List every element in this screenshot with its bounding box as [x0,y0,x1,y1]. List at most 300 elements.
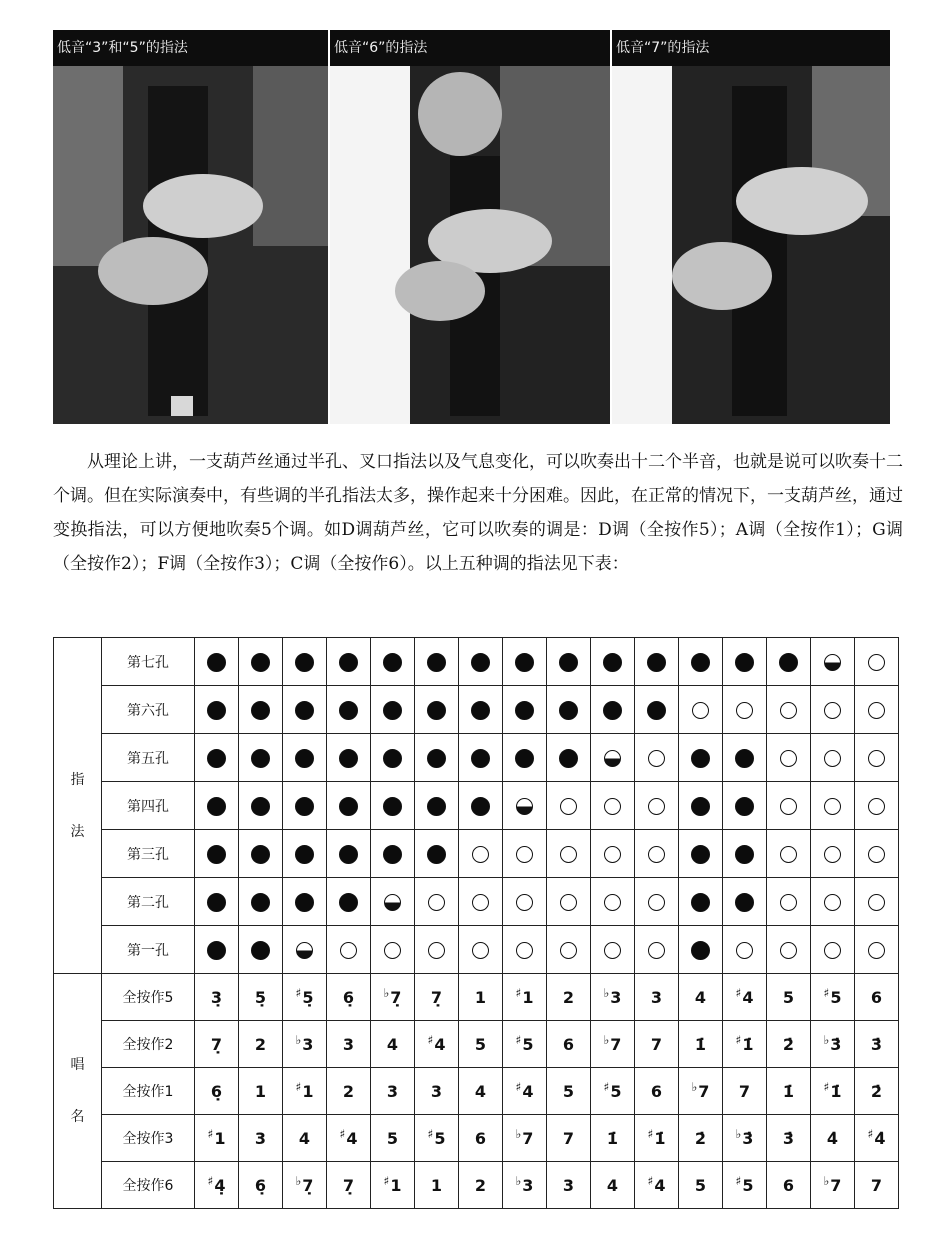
jianpu-note [695,1176,706,1195]
jianpu-note [783,1035,794,1054]
jianpu-note [691,1079,710,1101]
note-digit: 7 [738,1081,751,1101]
jianpu-note [383,985,402,1007]
note-digit: 6 [650,1081,663,1101]
fingering-chart-table [53,637,899,1209]
note-cell [679,1021,723,1068]
accidental: ♯ [647,1126,654,1141]
open-hole-icon [868,846,885,863]
note-cell [723,1162,767,1209]
note-cell [415,1115,459,1162]
hole-cell [195,926,239,974]
half-hole-icon [384,894,401,911]
jianpu-note [823,1032,842,1054]
note-digit: 1 [522,987,534,1007]
closed-hole-icon [471,749,490,768]
hole-cell [415,638,459,686]
note-cell [327,1162,371,1209]
closed-hole-icon [339,653,358,672]
closed-hole-icon [647,701,666,720]
solfege-row [54,1021,899,1068]
hole-cell [327,830,371,878]
solfege-row [54,974,899,1021]
note-cell [767,1021,811,1068]
open-hole-icon [516,942,533,959]
jianpu-note [871,1176,882,1195]
hole-label: 第二孔 [102,878,195,926]
jianpu-note [823,1173,842,1195]
fingering-row [54,830,899,878]
note-digit: 4 [606,1175,619,1195]
jianpu-note [431,1176,442,1195]
note-digit: 2̇ [870,1081,883,1101]
accidental: ♯ [867,1126,874,1141]
jianpu-note [339,1126,358,1148]
accidental: ♯ [427,1032,434,1047]
note-cell [855,1021,899,1068]
note-cell [591,1162,635,1209]
jianpu-note [871,988,882,1007]
note-cell [547,1068,591,1115]
note-digit: 7 [522,1128,534,1148]
hole-label: 第四孔 [102,782,195,830]
note-cell [635,1115,679,1162]
note-cell [415,974,459,1021]
hole-cell [591,782,635,830]
open-hole-icon [868,750,885,767]
closed-hole-icon [691,941,710,960]
open-hole-icon [604,894,621,911]
note-digit: 1 [474,987,487,1007]
open-hole-icon [384,942,401,959]
note-cell [327,974,371,1021]
closed-hole-icon [647,653,666,672]
hole-cell [591,830,635,878]
hole-cell [767,878,811,926]
accidental: ♯ [295,1079,302,1094]
hole-cell [723,878,767,926]
open-hole-icon [868,702,885,719]
note-digit: 6 [782,1175,795,1195]
hole-cell [811,830,855,878]
hole-cell [635,830,679,878]
fingering-group-label: 指 法 [54,638,102,974]
note-digit: 3 [562,1175,575,1195]
jianpu-note [563,1082,574,1101]
note-digit: 7̣ [302,1175,314,1195]
open-hole-icon [868,798,885,815]
note-digit: 7 [562,1128,575,1148]
note-cell [371,1162,415,1209]
closed-hole-icon [383,653,402,672]
hole-cell [591,734,635,782]
closed-hole-icon [515,749,534,768]
closed-hole-icon [251,893,270,912]
note-digit: 6 [870,987,883,1007]
hole-cell [811,686,855,734]
note-digit: 3 [650,987,663,1007]
hole-cell [723,782,767,830]
hole-cell [635,878,679,926]
photo-caption: 低音“7”的指法 [612,30,890,66]
hole-cell [591,926,635,974]
note-cell [679,974,723,1021]
hole-cell [679,686,723,734]
hole-cell [459,782,503,830]
hole-cell [767,686,811,734]
closed-hole-icon [339,893,358,912]
note-digit: 4 [742,987,754,1007]
jianpu-note [211,1035,222,1054]
note-digit: 7 [610,1034,622,1054]
note-cell [239,1115,283,1162]
note-cell [239,974,283,1021]
closed-hole-icon [779,653,798,672]
hole-cell [811,926,855,974]
hole-cell [459,830,503,878]
note-digit: 7̣ [342,1175,355,1195]
open-hole-icon [648,798,665,815]
hole-cell [679,734,723,782]
hole-cell [811,782,855,830]
jianpu-note [387,1035,398,1054]
hole-cell [239,782,283,830]
jianpu-note [343,988,354,1007]
jianpu-note [255,1035,266,1054]
open-hole-icon [560,846,577,863]
jianpu-note [783,1176,794,1195]
accidental: ♭ [823,1173,830,1188]
closed-hole-icon [207,797,226,816]
note-cell [767,1162,811,1209]
note-digit: 6 [562,1034,575,1054]
accidental: ♭ [295,1173,302,1188]
note-digit: 1 [302,1081,314,1101]
hole-cell [855,734,899,782]
jianpu-note [515,1079,534,1101]
closed-hole-icon [559,653,578,672]
hole-cell [415,782,459,830]
jianpu-note [387,1082,398,1101]
closed-hole-icon [735,749,754,768]
key-label: 全按作3 [102,1115,195,1162]
jianpu-note [207,1173,226,1195]
closed-hole-icon [251,749,270,768]
closed-hole-icon [207,749,226,768]
hole-cell [459,878,503,926]
jianpu-note [475,1176,486,1195]
hole-cell [855,830,899,878]
jianpu-note [475,1129,486,1148]
hole-cell [195,638,239,686]
jianpu-note [563,988,574,1007]
jianpu-note [207,1126,226,1148]
jianpu-note [431,988,442,1007]
jianpu-note [427,1126,446,1148]
note-cell [239,1162,283,1209]
jianpu-note [827,1129,838,1148]
jianpu-note [695,1035,706,1054]
names-group-label: 唱 名 [54,974,102,1209]
accidental: ♯ [339,1126,346,1141]
note-digit: 7 [698,1081,710,1101]
open-hole-icon [780,702,797,719]
hole-cell [415,686,459,734]
note-cell [547,974,591,1021]
note-cell [811,1021,855,1068]
accidental: ♭ [603,1032,610,1047]
hole-cell [855,782,899,830]
hole-cell [371,686,415,734]
photo-low-3-5 [53,30,328,424]
fingering-photos [53,30,890,424]
open-hole-icon [824,798,841,815]
hole-cell [547,926,591,974]
note-digit: 7 [870,1175,883,1195]
jianpu-note [739,1082,750,1101]
note-cell [767,974,811,1021]
hole-cell [283,830,327,878]
jianpu-note [783,1129,794,1148]
hole-cell [547,686,591,734]
note-cell [239,1021,283,1068]
note-cell [503,1021,547,1068]
note-digit: 4 [298,1128,311,1148]
accidental: ♯ [207,1173,214,1188]
hole-cell [327,734,371,782]
accidental: ♯ [515,1032,522,1047]
jianpu-note [295,985,314,1007]
hole-cell [679,878,723,926]
note-digit: 4 [434,1034,446,1054]
jianpu-note [823,985,842,1007]
hole-cell [503,734,547,782]
note-cell [195,1115,239,1162]
note-cell [459,974,503,1021]
closed-hole-icon [735,893,754,912]
hole-cell [371,878,415,926]
open-hole-icon [868,942,885,959]
hole-cell [503,926,547,974]
hole-cell [679,830,723,878]
hole-cell [547,734,591,782]
closed-hole-icon [691,893,710,912]
closed-hole-icon [603,653,622,672]
jianpu-note [431,1082,442,1101]
hole-cell [591,686,635,734]
hole-cell [723,734,767,782]
closed-hole-icon [691,749,710,768]
note-digit: 7 [830,1175,842,1195]
note-cell [723,1115,767,1162]
closed-hole-icon [471,701,490,720]
note-digit: 7̣ [430,987,443,1007]
closed-hole-icon [383,701,402,720]
hole-cell [327,878,371,926]
note-digit: 2̇ [782,1034,795,1054]
note-digit: 7 [650,1034,663,1054]
jianpu-note [871,1082,882,1101]
note-digit: 1̇ [694,1034,707,1054]
accidental: ♭ [691,1079,698,1094]
open-hole-icon [868,894,885,911]
note-digit: 5 [782,987,795,1007]
hole-cell [503,878,547,926]
accidental: ♯ [427,1126,434,1141]
note-digit: 5 [830,987,842,1007]
open-hole-icon [780,942,797,959]
hole-cell [239,686,283,734]
paragraph-text: 从理论上讲，一支葫芦丝通过半孔、叉口指法以及气息变化，可以吹奏出十二个半音，也就是说可以吹奏十二个调。但在实际演奏中，有些调的半孔指法太多，操作起来十分困难。因此，在正常的情况下，一支葫芦丝，通过变换指法，可以方便地吹奏5个调。如D调葫芦丝，它可以吹奏的调是：D调（全按作5）；A调（全按作1）；G调（全按作2）；F调（全按作3）；C调（全按作6）。以上五种调的指法见下表： [53,452,903,574]
jianpu-note [211,988,222,1007]
photo-low-7 [612,30,890,424]
note-digit: 3 [522,1175,534,1195]
note-cell [679,1068,723,1115]
hole-cell [679,638,723,686]
closed-hole-icon [207,845,226,864]
closed-hole-icon [339,749,358,768]
note-digit: 4 [346,1128,358,1148]
jianpu-note [871,1035,882,1054]
note-digit: 1 [214,1128,226,1148]
accidental: ♯ [735,985,742,1000]
note-digit: 3 [386,1081,399,1101]
closed-hole-icon [339,797,358,816]
accidental: ♯ [647,1173,654,1188]
explanation-paragraph [53,445,903,581]
closed-hole-icon [207,653,226,672]
hole-cell [591,638,635,686]
closed-hole-icon [427,797,446,816]
closed-hole-icon [471,797,490,816]
open-hole-icon [824,702,841,719]
hole-cell [239,830,283,878]
note-cell [767,1068,811,1115]
note-digit: 5 [522,1034,534,1054]
jianpu-note [563,1035,574,1054]
hole-cell [327,638,371,686]
note-digit: 1̇ [606,1128,619,1148]
open-hole-icon [780,750,797,767]
hole-cell [635,782,679,830]
jianpu-note [735,1173,754,1195]
jianpu-note [427,1032,446,1054]
hole-cell [239,878,283,926]
note-digit: 5 [434,1128,446,1148]
jianpu-note [603,1079,622,1101]
hole-cell [767,782,811,830]
hole-cell [767,830,811,878]
accidental: ♯ [515,985,522,1000]
note-digit: 1̇ [654,1128,666,1148]
open-hole-icon [428,894,445,911]
open-hole-icon [604,942,621,959]
note-cell [591,1021,635,1068]
hole-cell [503,830,547,878]
note-digit: 4 [694,987,707,1007]
accidental: ♭ [515,1126,522,1141]
half-hole-icon [604,750,621,767]
closed-hole-icon [515,653,534,672]
note-cell [635,1162,679,1209]
open-hole-icon [780,798,797,815]
hole-cell [283,878,327,926]
hole-cell [503,638,547,686]
accidental: ♭ [823,1032,830,1047]
hole-cell [415,830,459,878]
note-digit: 3 [342,1034,355,1054]
solfege-row [54,1068,899,1115]
hole-cell [283,686,327,734]
jianpu-note [343,1176,354,1195]
jianpu-note [255,1176,266,1195]
jianpu-note [603,985,622,1007]
jianpu-note [343,1082,354,1101]
open-hole-icon [604,846,621,863]
note-digit: 4̣ [214,1175,226,1195]
jianpu-note [783,1082,794,1101]
note-cell [459,1115,503,1162]
hole-cell [371,830,415,878]
hole-cell [723,830,767,878]
closed-hole-icon [735,653,754,672]
closed-hole-icon [427,653,446,672]
note-cell [723,974,767,1021]
note-digit: 5 [386,1128,399,1148]
note-digit: 5 [562,1081,575,1101]
hole-label: 第六孔 [102,686,195,734]
note-cell [679,1162,723,1209]
open-hole-icon [648,846,665,863]
note-digit: 1̇ [742,1034,754,1054]
note-digit: 2 [254,1034,267,1054]
note-cell [503,1162,547,1209]
note-digit: 5 [742,1175,754,1195]
open-hole-icon [780,846,797,863]
hole-cell [371,782,415,830]
open-hole-icon [560,798,577,815]
jianpu-note [299,1129,310,1148]
note-digit: 1 [390,1175,402,1195]
fingering-row [54,878,899,926]
hole-cell [855,878,899,926]
hole-cell [855,926,899,974]
note-cell [855,974,899,1021]
half-hole-icon [824,654,841,671]
note-digit: 4̇ [826,1128,839,1148]
open-hole-icon [736,702,753,719]
closed-hole-icon [559,701,578,720]
hole-cell [635,638,679,686]
accidental: ♭ [735,1126,742,1141]
note-cell [283,1021,327,1068]
open-hole-icon [824,894,841,911]
open-hole-icon [824,750,841,767]
hole-cell [415,878,459,926]
closed-hole-icon [295,845,314,864]
note-digit: 1̇ [830,1081,842,1101]
open-hole-icon [340,942,357,959]
note-cell [679,1115,723,1162]
hulusi-photo-image [612,66,890,424]
closed-hole-icon [207,893,226,912]
note-cell [459,1021,503,1068]
note-cell [283,1162,327,1209]
note-digit: 2 [562,987,575,1007]
closed-hole-icon [603,701,622,720]
jianpu-note [515,1126,534,1148]
hulusi-photo-image [53,66,328,424]
